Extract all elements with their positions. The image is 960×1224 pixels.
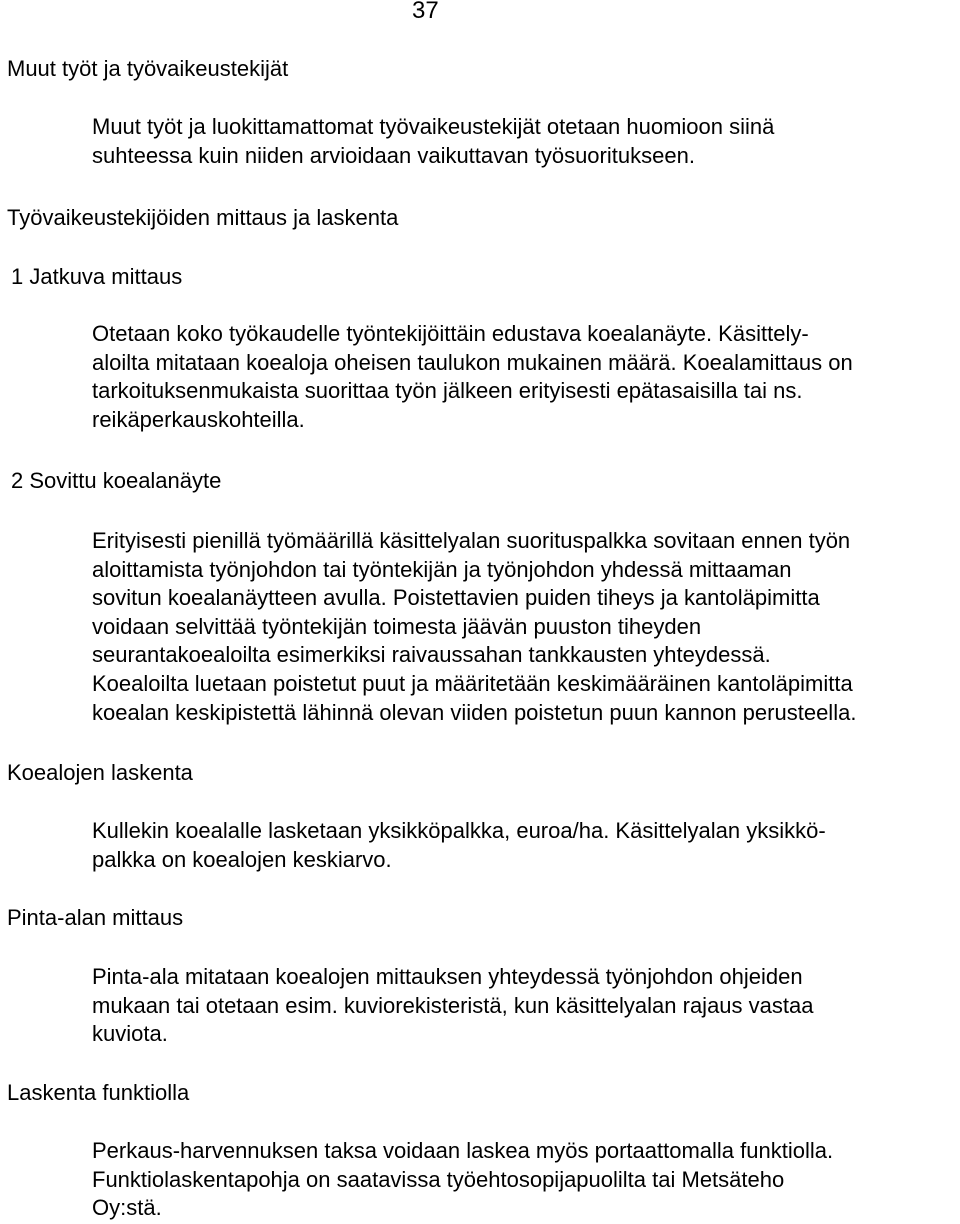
text-line: tarkoituksenmukaista suorittaa työn jälkeen erityisesti epätasaisilla tai ns. (92, 378, 803, 404)
text-line: voidaan selvittää työntekijän toimesta jäävän puuston tiheyden (92, 613, 702, 639)
paragraph-koealojen-laskenta (92, 817, 958, 874)
paragraph-jatkuva-mittaus (92, 320, 958, 434)
text-line: koealan keskipistettä lähinnä olevan viiden poistetun puun kannon perusteella. (92, 699, 857, 725)
text-line: mukaan tai otetaan esim. kuviorekisteristä, kun käsittelyalan rajaus vastaa (92, 992, 814, 1018)
page-number: 37 (412, 0, 439, 24)
paragraph-pinta-alan-mittaus (92, 963, 958, 1049)
text-line: aloittamista työnjohdon tai työntekijän ja työnjohdon yhdessä mittaaman (92, 556, 792, 582)
heading-muut-tyot: Muut työt ja työvaikeustekijät (7, 56, 289, 81)
text-line: Erityisesti pienillä työmäärillä käsittelyalan suorituspalkka sovitaan ennen työn (92, 528, 851, 553)
heading-pinta-alan-mittaus: Pinta-alan mittaus (7, 905, 184, 930)
heading-laskenta-funktiolla: Laskenta funktiolla (7, 1080, 190, 1105)
heading-tyovaikeustekijoiden-mittaus: Työvaikeustekijöiden mittaus ja laskenta (7, 205, 399, 230)
text-line: seurantakoealoilta esimerkiksi raivaussahan tankkausten yhteydessä. (92, 642, 771, 668)
text-line: Otetaan koko työkaudelle työntekijöittäin edustava koealanäyte. Käsittely- (92, 321, 809, 346)
text-line: Perkaus-harvennuksen taksa voidaan laskea myös portaattomalla funktiolla. (92, 1138, 834, 1163)
heading-jatkuva-mittaus: 1 Jatkuva mittaus (11, 264, 183, 289)
text-line: kuviota. (92, 1021, 168, 1047)
paragraph-laskenta-funktiolla (92, 1137, 958, 1223)
heading-koealojen-laskenta: Koealojen laskenta (7, 760, 193, 785)
text-line: Pinta-ala mitataan koealojen mittauksen yhteydessä työnjohdon ohjeiden (92, 964, 803, 989)
text-line: sovitun koealanäytteen avulla. Poistettavien puiden tiheys ja kantoläpimitta (92, 585, 820, 611)
text-line: Funktiolaskentapohja on saatavissa työehtosopijapuolilta tai Metsäteho (92, 1166, 785, 1192)
text-line: Oy:stä. (92, 1195, 162, 1221)
text-line: reikäperkauskohteilla. (92, 406, 305, 432)
heading-sovittu-koealanayte: 2 Sovittu koealanäyte (11, 468, 222, 493)
text-line: Muut työt ja luokittamattomat työvaikeustekijät otetaan huomioon siinä (92, 114, 775, 139)
text-line: Koealoilta luetaan poistetut puut ja määritetään keskimääräinen kantoläpimitta (92, 670, 853, 696)
text-line: palkka on koealojen keskiarvo. (92, 846, 392, 872)
text-line: Kullekin koealalle lasketaan yksikköpalkka, euroa/ha. Käsittelyalan yksikkö- (92, 818, 826, 843)
paragraph-muut-tyot (92, 113, 958, 170)
text-line: suhteessa kuin niiden arvioidaan vaikuttavan työsuoritukseen. (92, 142, 695, 168)
paragraph-sovittu-koealanayte (92, 527, 958, 727)
text-line: aloilta mitataan koealoja oheisen taulukon mukainen määrä. Koealamittaus on (92, 349, 853, 375)
